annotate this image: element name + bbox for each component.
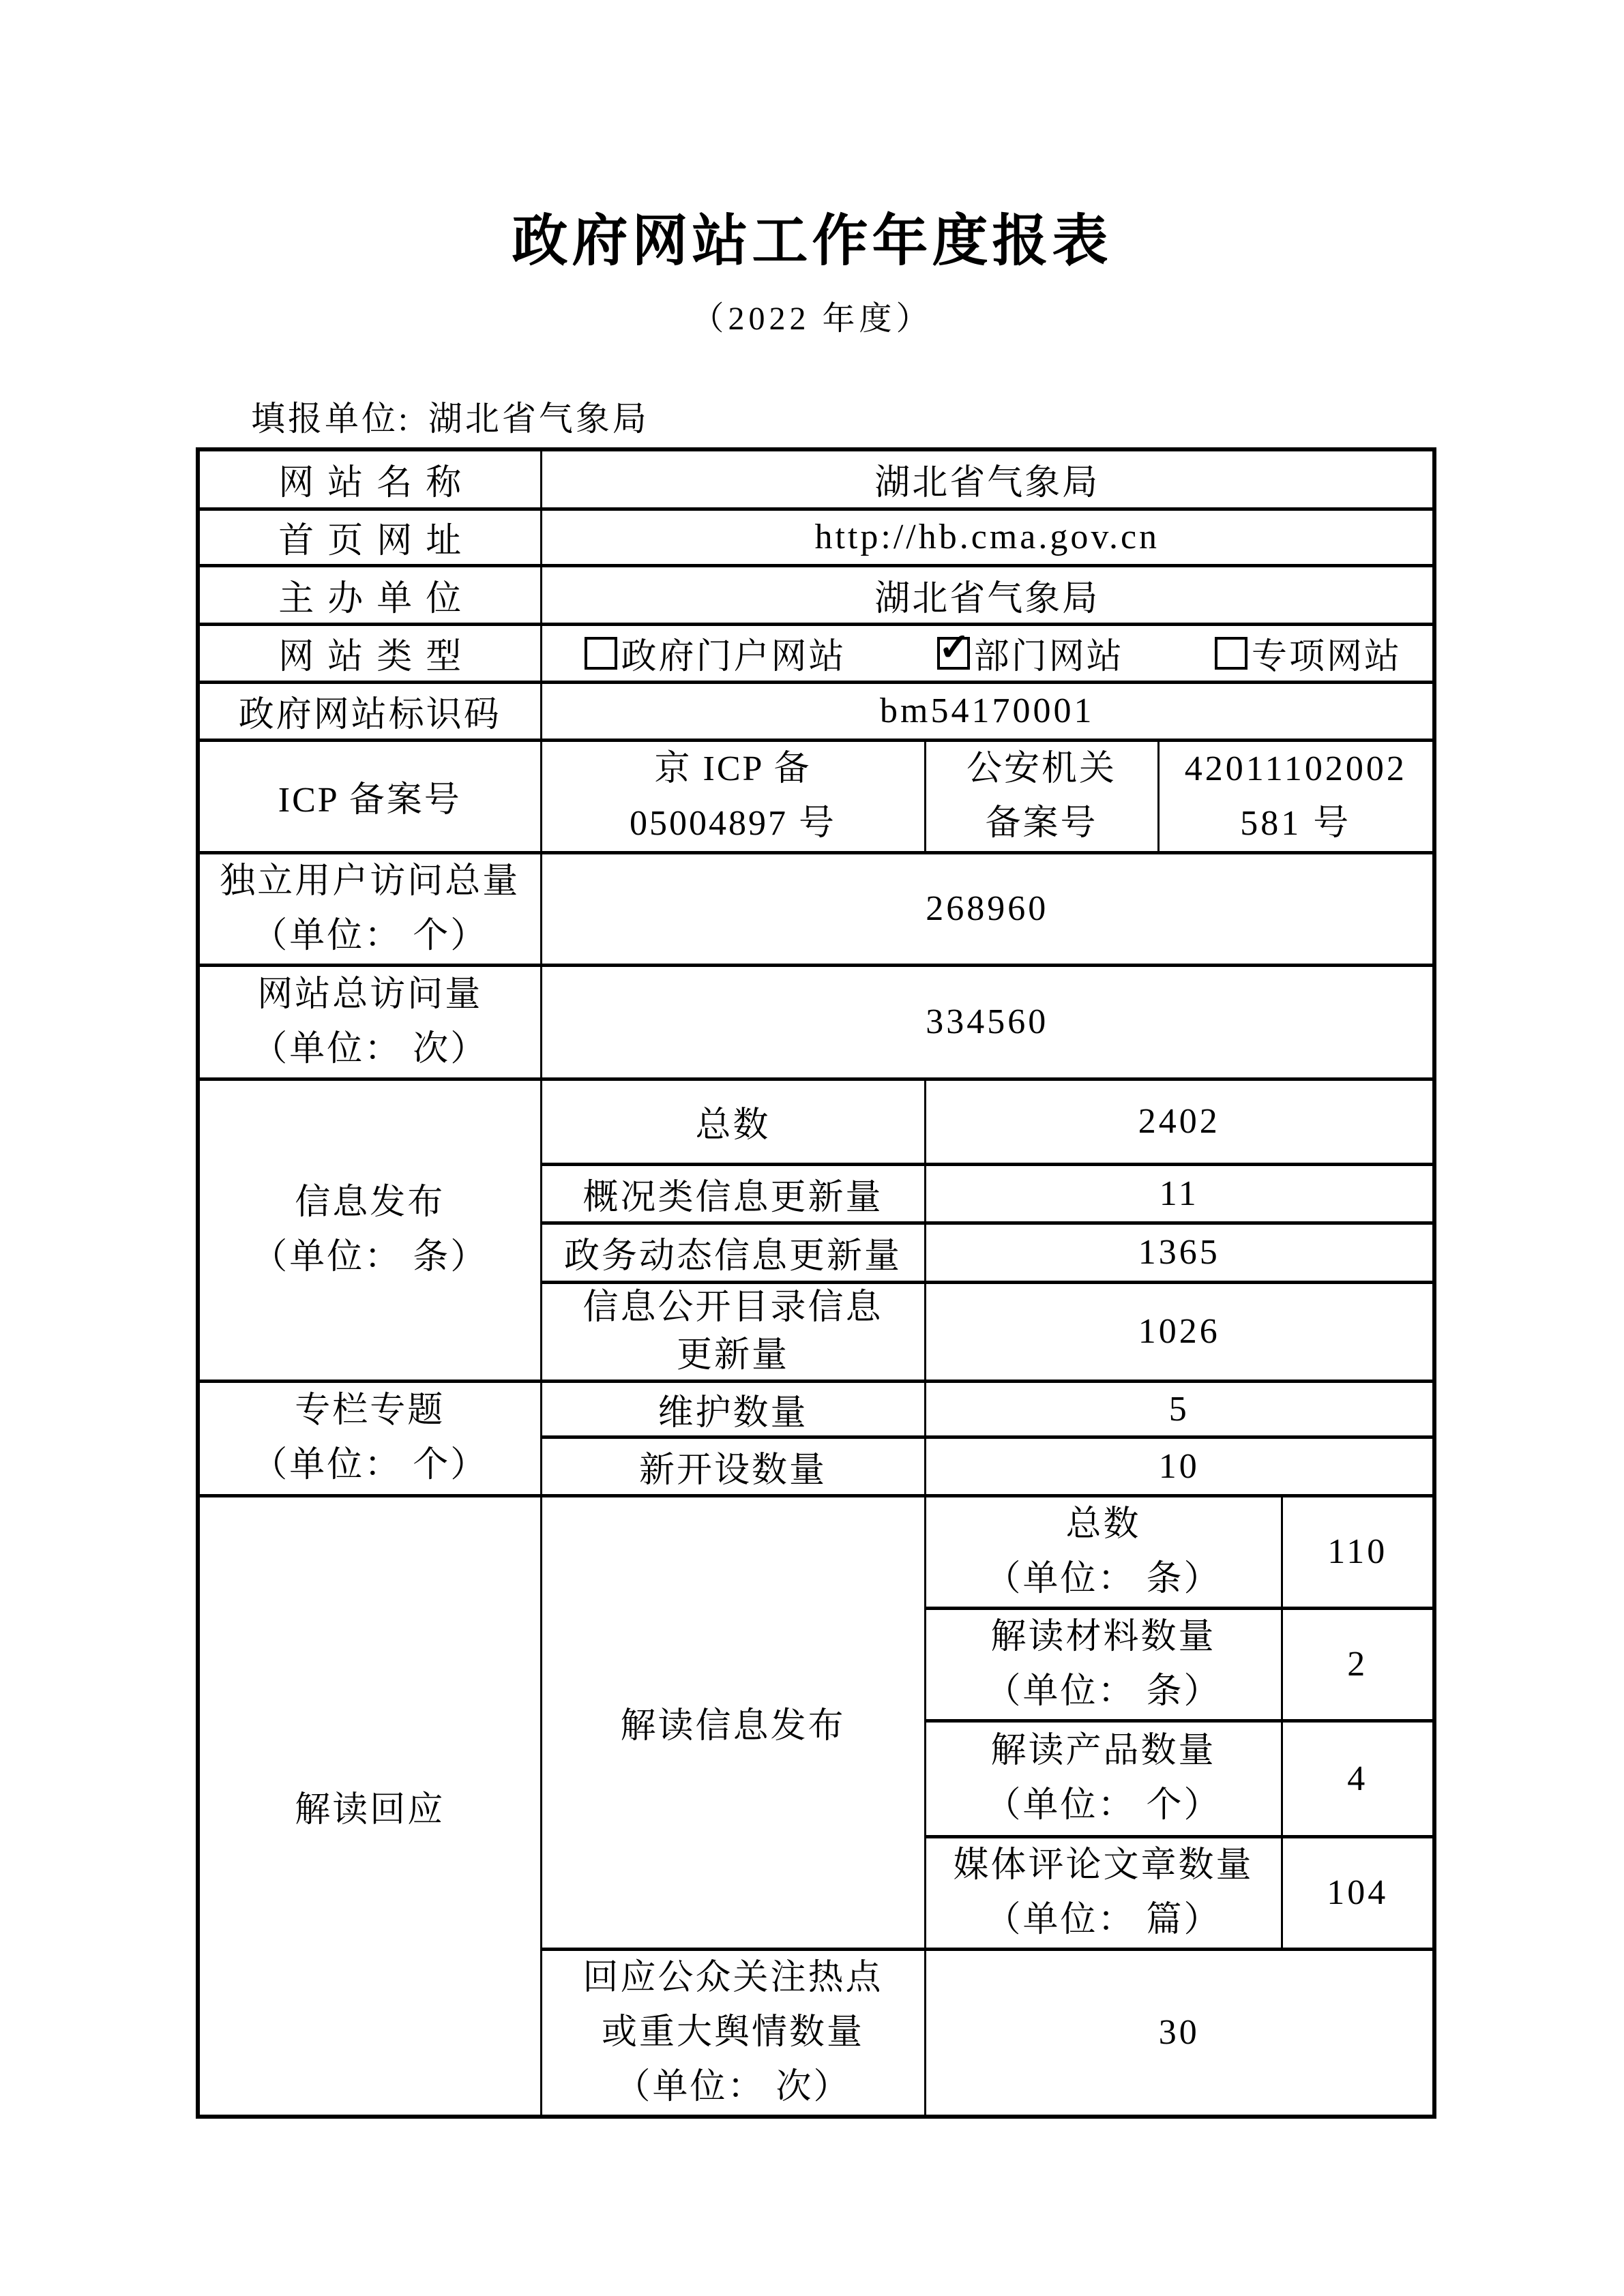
new-count-label: 新开设数量 (541, 1437, 925, 1495)
page-subtitle: （2022 年度） (691, 301, 933, 337)
table-row (198, 1381, 1434, 1437)
table-row (198, 624, 1434, 682)
interpret-total-value: 110 (1282, 1495, 1434, 1608)
hotspot-label: 回应公众关注热点 或重大舆情数量 （单位： 次） (541, 1949, 925, 2117)
site-name-value: 湖北省气象局 (541, 449, 1434, 509)
interpret-product-label: 解读产品数量 （单位： 个） (925, 1720, 1282, 1836)
interpret-response-label: 解读回应 (198, 1495, 541, 2117)
icp-value: 京 ICP 备 05004897 号 (541, 740, 925, 852)
homepage-label: 首页网址 (198, 509, 541, 565)
homepage-url: http://hb.cma.gov.cn (541, 509, 1434, 565)
option-label: 政府门户网站 (621, 638, 846, 676)
site-type-options (541, 624, 1434, 682)
interpret-material-label: 解读材料数量 （单位： 条） (925, 1608, 1282, 1720)
interpret-total-label: 总数 （单位： 条） (925, 1495, 1282, 1608)
info-pub-dynamic-value: 1365 (925, 1223, 1434, 1282)
hotspot-value: 30 (925, 1949, 1434, 2117)
total-visits-label: 网站总访问量 （单位： 次） (198, 965, 541, 1079)
option-label: 部门网站 (973, 638, 1124, 676)
info-pub-label: 信息发布 （单位： 条） (198, 1079, 541, 1381)
report-table (196, 447, 1436, 2119)
reporter-label: 填报单位: (251, 400, 411, 438)
checkbox-checked-icon[interactable] (937, 626, 971, 670)
table-row (198, 509, 1434, 565)
page-title: 政府网站工作年度报表 (512, 210, 1112, 272)
site-type-option-special (1215, 627, 1402, 679)
reporter-line (251, 391, 649, 441)
check-mark: ✓ (938, 626, 971, 669)
info-pub-catalog-value: 1026 (925, 1282, 1434, 1381)
info-pub-total-value: 2402 (925, 1079, 1434, 1164)
info-pub-total-label: 总数 (541, 1079, 925, 1164)
media-comment-value: 104 (1282, 1836, 1434, 1949)
unique-visitors-label: 独立用户访问总量 （单位： 个） (198, 852, 541, 965)
interpret-material-value: 2 (1282, 1608, 1434, 1720)
table-row (198, 965, 1434, 1079)
table-row (198, 1495, 1434, 1608)
unique-visitors-value: 268960 (541, 852, 1434, 965)
maintain-count-label: 维护数量 (541, 1381, 925, 1437)
interpret-pub-label: 解读信息发布 (541, 1495, 925, 1949)
organizer-label: 主办单位 (198, 565, 541, 624)
columns-topics-label: 专栏专题 （单位： 个） (198, 1381, 541, 1495)
site-type-option-department (937, 627, 1124, 679)
site-type-label: 网站类型 (198, 624, 541, 682)
option-label: 专项网站 (1252, 638, 1402, 676)
reporter-value: 湖北省气象局 (428, 400, 649, 438)
checkbox-unchecked-icon[interactable] (585, 637, 617, 670)
police-record-value: 42011102002 581 号 (1158, 740, 1434, 852)
site-code-label: 政府网站标识码 (198, 682, 541, 740)
maintain-count-value: 5 (925, 1381, 1434, 1437)
info-pub-dynamic-label: 政务动态信息更新量 (541, 1223, 925, 1282)
site-code-value: bm54170001 (541, 682, 1434, 740)
icp-label: ICP 备案号 (198, 740, 541, 852)
site-type-option-portal (585, 627, 846, 679)
media-comment-label: 媒体评论文章数量 （单位： 篇） (925, 1836, 1282, 1949)
table-row (198, 449, 1434, 509)
police-record-label: 公安机关 备案号 (925, 740, 1158, 852)
new-count-value: 10 (925, 1437, 1434, 1495)
organizer-value: 湖北省气象局 (541, 565, 1434, 624)
table-row (198, 565, 1434, 624)
site-name-label: 网站名称 (198, 449, 541, 509)
table-row (198, 682, 1434, 740)
checkbox-unchecked-icon[interactable] (1215, 637, 1247, 670)
table-row (198, 852, 1434, 965)
interpret-product-value: 4 (1282, 1720, 1434, 1836)
total-visits-value: 334560 (541, 965, 1434, 1079)
info-pub-overview-label: 概况类信息更新量 (541, 1164, 925, 1223)
table-row (198, 740, 1434, 852)
info-pub-catalog-label: 信息公开目录信息 更新量 (541, 1282, 925, 1381)
table-row (198, 1079, 1434, 1164)
info-pub-overview-value: 11 (925, 1164, 1434, 1223)
